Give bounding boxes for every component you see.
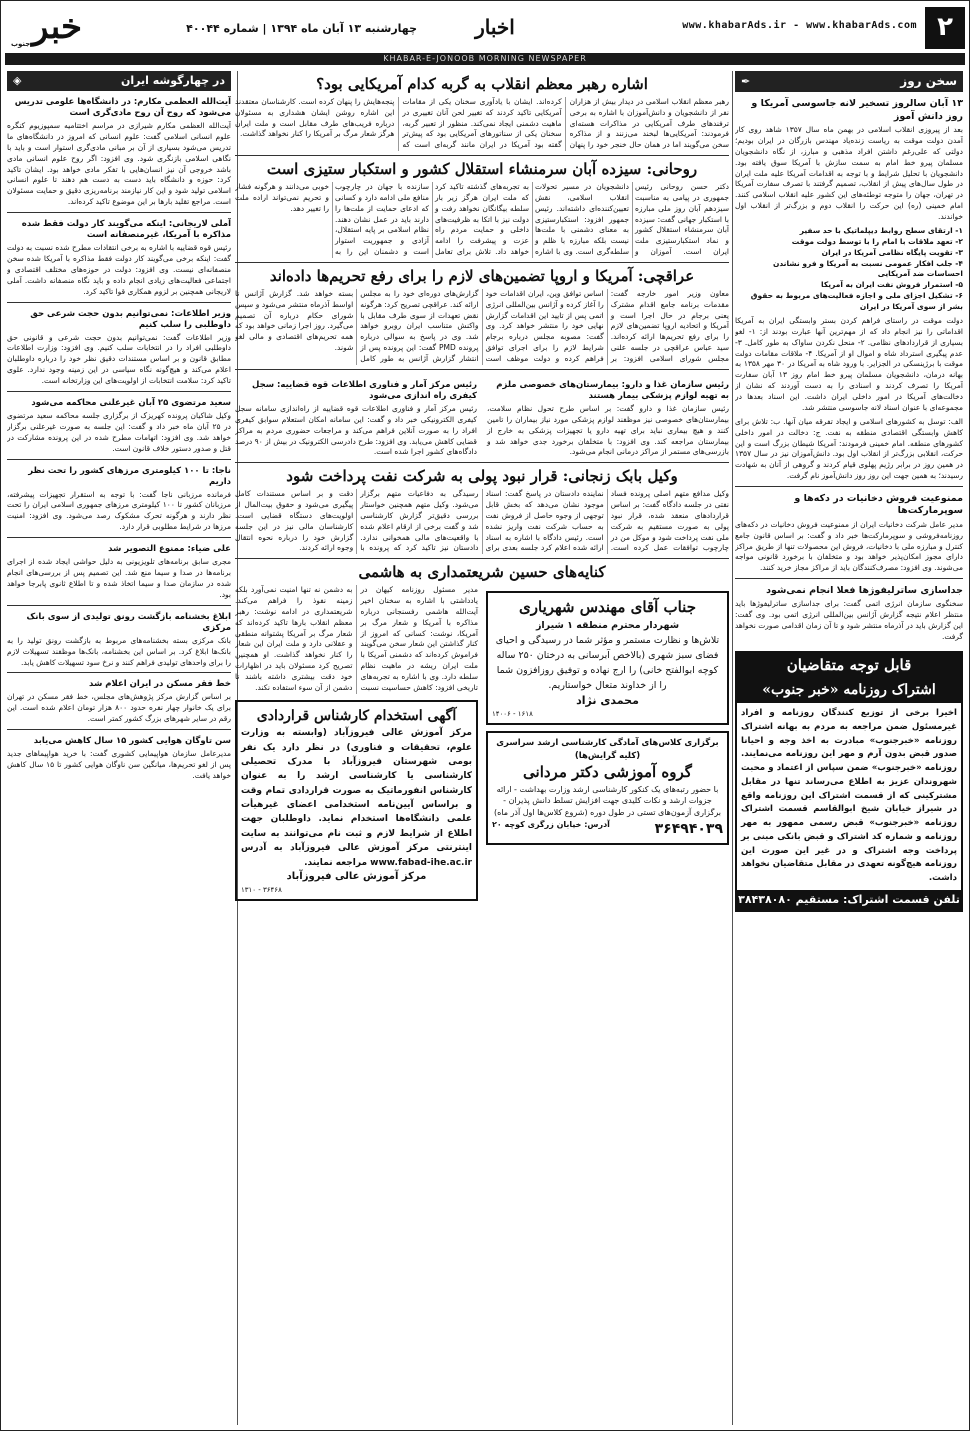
ad-code: ۱۶۱۸ - ۱۴۰۰۶ bbox=[492, 710, 533, 719]
divider bbox=[735, 486, 963, 487]
article-body: فرمانده مرزبانی ناجا گفت: با توجه به استقرار تجهیزات پیشرفته، مرزبانان کشور تا ۱۰۰ کیلومتری مرزهای جمهوری اسلامی ایران را تحت نظر دارند و هرگونه تحرک مشکوک رصد می‌شود. وی افزود: امنیت مرزها در شرایط مطلوبی قرار دارد. bbox=[7, 489, 231, 532]
ad-subtitle: برگزاری کلاس‌های آمادگی کارشناسی ارشد سراسری (کلیه گرایش‌ها) bbox=[496, 738, 719, 761]
hashemi-row bbox=[235, 585, 729, 901]
editorial-paragraph: بعد از پیروزی انقلاب اسلامی در بهمن ماه سال ۱۳۵۷ شاهد روی کار آمدن دولت موقت به ریاست زنده‌یاد مهندس بازرگان در ایران بودیم؛ دولتی که علی‌رغم داشتن افراد مذهبی و مبارز، از نگاه دانشجویان مسلمان پیرو خط امام به سمت سازش با آمریکا سوق یافته بود. دانشجویان با تحلیل شرایط و با توجه به اقدامات آمریکا علیه ملت ایران در طول سال‌های پیش از انقلاب، تصمیم گرفتند با تصرف سفارت آمریکا در تهران، جهان را متوجه توطئه‌های این کشور علیه انقلاب اسلامی کنند. امام خمینی (ره) این حرکت را انقلاب دوم و بزرگ‌تر از انقلاب اول خواندند. bbox=[735, 125, 963, 222]
middle-column bbox=[235, 71, 729, 1425]
ad-title: آگهی استخدام کارشناس قراردادی bbox=[256, 707, 457, 724]
divider bbox=[7, 729, 231, 730]
lead-headline: اشاره رهبر معظم انقلاب به گربه کدام آمریکایی بود؟ bbox=[316, 75, 648, 93]
lead-body: رهبر معظم انقلاب اسلامی در دیدار بیش از هزاران نفر از دانشجویان و دانش‌آموزان با اشاره به برخی ترفندهای طرف آمریکایی در مذاکرات هسته‌ای فرمودند: آمریکایی‌ها لبخند می‌زنند و از مذاکره سخن می‌گویند اما در همان حال خنجر خود را پنهان کرده‌اند. ایشان با یادآوری سخنان یکی از مقامات آمریکایی تاکید کردند که تغییر لحن آنان تغییری در ماهیت دشمنی ایجاد نمی‌کند. منظور از تعبیر گربه، سخنان یکی از سناتورهای آمریکایی بود که پیش‌تر گفته بود آمریکا در ایران مانند گربه‌ای است که پنجه‌هایش را پنهان کرده است. کارشناسان معتقدند این اشاره روشن ایشان هشداری به مسئولان درباره فریب‌های طرف مقابل است و ملت ایران هرگز شعار مرگ بر آمریکا را کنار نخواهد گذاشت. bbox=[235, 96, 729, 150]
hiring-ad bbox=[235, 700, 478, 901]
article-body: مدیرعامل سازمان هواپیمایی کشوری گفت: با خرید هواپیماهای جدید پس از لغو تحریم‌ها، میانگین سن ناوگان هوایی کشور تا ۱۵ سال کاهش خواهد یافت. bbox=[7, 749, 231, 780]
list-item: ۲- تعهد ملاقات با امام را با توسط دولت موقت bbox=[791, 236, 963, 246]
left-column bbox=[7, 71, 231, 1425]
article-body: بانک مرکزی بسته بخشنامه‌های مربوط به بازگشت رونق تولید را به بانک‌ها ابلاغ کرد. بر اساس این بخشنامه، بانک‌ها موظفند تسهیلات لازم را برای واحدهای تولیدی فراهم کنند و نرخ سود تسهیلات کاهش یابد. bbox=[7, 635, 231, 667]
article-body: آیت‌الله العظمی مکارم شیرازی در مراسم اختتامیه سمپوزیوم کنگره علوم انسانی اسلامی گفت: علوم انسانی که امروز در دانشگاه‌های ما تدریس می‌شود بسیاری از آن بر مبانی مادی‌گری استوار است و باید با نگاهی اسلامی بازنگری شود. وی افزود: اگر روح علوم انسانی مادی باشد خروجی آن نیز انسان‌هایی با تفکر مادی خواهد بود. ایشان تاکید کرد: حوزه و دانشگاه باید دست به دست هم دهند تا علوم انسانی اسلامی تولید شود و این کار نیازمند برنامه‌ریزی دقیق و حمایت مسئولان است. مراجع تقلید بارها بر این موضوع تاکید کرده‌اند. bbox=[7, 121, 231, 207]
right-column bbox=[735, 71, 963, 1425]
divider bbox=[7, 391, 231, 392]
zanjani-headline: وکیل بابک زنجانی: قرار نبود پولی به شرکت نفت پرداخت شود bbox=[286, 467, 678, 486]
article-body: بر اساس گزارش مرکز پژوهش‌های مجلس، خط فقر مسکن در تهران برای یک خانوار چهار نفره حدود ۸۰۰ هزار تومان اعلام شده است. این رقم در سایر شهرهای بزرگ کشور کمتر است. bbox=[7, 692, 231, 724]
divider bbox=[235, 369, 729, 370]
article-headline: علی ضیاء: ممنوع التصویر شد bbox=[108, 544, 231, 555]
notice-phone: تلفن قسمت اشتراک: مستقیم ۳۸۴۳۸۰۸۰ bbox=[737, 890, 961, 910]
judiciary-news bbox=[235, 374, 477, 458]
article-body: وزیر اطلاعات گفت: نمی‌توانیم بدون حجت شرعی و قانونی حق داوطلبی افراد را در انتخابات سلب کنیم. وی افزود: وزارت اطلاعات مطابق قانون و بر اساس مستندات دقیق نظر خود را درباره داوطلبان اعلام می‌کند و هیچ‌گونه نگاه سیاسی در این زمینه وجود ندارد. علوی تاکید کرد: سلامت انتخابات از اولویت‌های این وزارتخانه است. bbox=[7, 332, 231, 386]
article-headline: سن تاوگان هوایی کشور ۱۵ سال کاهش می‌یابد bbox=[33, 736, 231, 747]
araghchi-headline: عراقچی: آمریکا و اروپا تضمین‌های لازم را برای رفع تحریم‌ها داده‌اند bbox=[269, 267, 695, 285]
hashemi-headline: کنایه‌های حسین شریعتمداری به هاشمی bbox=[358, 563, 606, 582]
issue-date: چهارشنبه ۱۳ آبان ماه ۱۳۹۴ | شماره ۴۰۰۴۴ bbox=[186, 22, 417, 35]
ad-code: ۳۶۴۶۸ - ۱۳۱۰ bbox=[241, 885, 282, 894]
ad-body: تلاش‌ها و نظارت مستمر و مؤثر شما در رسیدگی و احیای فضای سبز شهری (بالاخص آبرسانی به درختان ۲۵۰ ساله کوچه ابوالفتح خانی) را ارج نهاده و توفیق روزافزون شما را از خداوند متعال خواستاریم. bbox=[495, 634, 720, 692]
rouhani-body: دکتر حسن روحانی رئیس جمهوری در پیامی به مناسبت سیزدهم آبان روز ملی مبارزه با استکبار جهانی گفت: سیزده آبان سرمنشاء استقلال کشور و نماد استکبارستیزی ملت ایران است. آموزان و دانشجویان در مسیر تحولات انقلاب اسلامی، نقش تعیین‌کننده‌ای داشته‌اند. رئیس جمهور افزود: استکبارستیزی به معنای دشمنی با ملت‌ها نیست بلکه مبارزه با ظلم و سلطه‌گری است. وی با اشاره به تجربه‌های گذشته تاکید کرد که ملت ایران هرگز زیر بار سلطه بیگانگان نخواهد رفت و دولت نیز با اتکا به ظرفیت‌های داخلی و حمایت مردم راه عزت و پیشرفت را ادامه خواهد داد. تلاش برای تعامل سازنده با جهان در چارچوب منافع ملی ادامه دارد و کسانی که ادعای حمایت از ملت‌ها را دارند باید در عمل نشان دهند. نظام اسلامی بر پایه استقلال، آزادی و جمهوریت استوار است و دشمنان این را به خوبی می‌دانند و هرگونه فشار و تحریم نمی‌تواند اراده ملت را تغییر دهد. bbox=[235, 181, 729, 257]
article-body: وکیل شاکیان پرونده کهریزک از برگزاری جلسه محاکمه سعید مرتضوی در ۲۵ آبان ماه خبر داد و گفت: این جلسه به صورت غیرعلنی برگزار خواهد شد. وی افزود: اتهامات مطرح شده در این پرونده مشارکت در قتل و صدور دستور خلاف قانون است. bbox=[7, 411, 231, 453]
article-headline: آملی لاریجانی: اینکه می‌گویند کار دولت فقط شده مذاکره با آمریکا، غیرمنصفانه است bbox=[21, 219, 231, 241]
education-ad bbox=[486, 731, 729, 844]
ad-subtitle: شهردار محترم منطقه ۱ شیراز bbox=[535, 619, 680, 631]
health-news bbox=[487, 374, 729, 458]
divider bbox=[735, 578, 963, 579]
editorial-box-head bbox=[735, 71, 963, 92]
divider bbox=[7, 537, 231, 538]
page-number: ۲ bbox=[925, 7, 965, 49]
article-body: رئیس مرکز آمار و فناوری اطلاعات قوه قضاییه از راه‌اندازی سامانه سجل کیفری الکترونیکی خبر داد و گفت: این سامانه امکان استعلام سوابق کیفری افراد را به صورت آنلاین فراهم می‌کند و مراجعات حضوری مردم به مراکز قضایی کاهش می‌یابد. وی افزود: طرح دادرسی الکترونیک در بیش از ۹۰ درصد دادگاه‌های کشور اجرا شده است. bbox=[235, 403, 477, 457]
divider bbox=[7, 302, 231, 303]
article-headline: آیت‌الله العظمی مکارم: در دانشگاه‌ها علومی تدریس می‌شود که روح آن روح مادی‌گری است bbox=[14, 96, 231, 118]
divider bbox=[235, 462, 729, 463]
ad-body: مرکز آموزش عالی فیروزآباد (وابسته به وزارت علوم، تحقیقات و فناوری) در نظر دارد یک نفر بومی شهرستان فیروزآباد با مدرک تحصیلی کارشناسی یا کارشناسی ارشد را به عنوان کارشناس انفورماتیک به صورت قراردادی تمام وقت و براساس آیین‌نامه استخدامی اعضای غیرهیأت علمی دانشگاه‌ها استخدام نماید. داوطلبان جهت اطلاع از شرایط لازم و ثبت نام می‌توانند به سایت اینترنتی مرکز آموزش عالی فیروزآباد به آدرس www.fabad-ihe.ac.ir مراجعه نمایند. bbox=[241, 728, 472, 868]
article-body: رئیس سازمان غذا و دارو گفت: بر اساس طرح تحول نظام سلامت، بیمارستان‌های خصوصی نیز موظفند لوازم پزشکی مورد نیاز بیماران را تامین کنند و هیچ بیماری نباید برای تهیه دارو یا تجهیزات پزشکی به خارج از بیمارستان مراجعه کند. وی افزود: با متخلفان برخورد جدی خواهد شد و بازرسی‌های مستمر از مراکز درمانی انجام می‌شود. bbox=[487, 403, 729, 457]
logo-text: خبر bbox=[31, 7, 83, 47]
provinces-box-head bbox=[7, 71, 231, 91]
notice-subtitle: اشتراک روزنامه «خبر جنوب» bbox=[737, 679, 961, 703]
header-ribbon: KHABAR-E-JONOOB MORNING NEWSPAPER bbox=[5, 53, 965, 65]
pen-icon: ✒ bbox=[741, 74, 751, 88]
article-headline: ابلاغ بخشنامه بازگشت رونق تولیدی از سوی بانک مرکزی bbox=[26, 611, 231, 633]
provinces-title: در چهارگوشه ایران bbox=[121, 74, 225, 87]
ads-stack bbox=[486, 585, 729, 901]
notice-title: قابل توجه متقاضیان bbox=[737, 653, 961, 679]
editorial-headline: ۱۳ آبان سالروز تسخیر لانه جاسوسی آمریکا و روز دانش آموز bbox=[751, 98, 963, 122]
logo-subtitle: جنوب bbox=[11, 39, 31, 48]
ad-title: جناب آقای مهندس شهریاری bbox=[519, 598, 696, 617]
rouhani-headline: روحانی: سیزده آبان سرمنشاء استقلال کشور و استکبار ستیزی است bbox=[266, 160, 698, 179]
zanjani-body: وکیل مدافع متهم اصلی پرونده فساد نفتی در جلسه دادگاه گفت: بر اساس قراردادهای منعقد شده، قرار نبود پولی به صورت مستقیم به شرکت ملی نفت پرداخت شود و موکل من در چارچوب توافقات عمل کرده است. نماینده دادستان در پاسخ گفت: اسناد موجود نشان می‌دهد که بخش قابل توجهی از وجوه حاصل از فروش نفت به حساب شرکت نفت واریز نشده است. رئیس دادگاه با اشاره به اسناد ارائه شده اعلام کرد جلسه بعدی برای رسیدگی به دفاعیات متهم برگزار می‌شود. وکیل متهم همچنین خواستار بررسی دقیق‌تر گزارش کارشناسی شد و گفت برخی از ارقام اعلام شده با واقعیت‌های مالی همخوانی ندارد. دادستان نیز تاکید کرد که پرونده با دقت و بر اساس مستندات کامل پیگیری می‌شود و حقوق بیت‌المال از اولویت‌های دستگاه قضایی است. کارشناسان مالی نیز در این جلسه گزارش خود را درباره نحوه انتقال وجوه ارائه کردند. bbox=[235, 489, 729, 553]
list-item: ۴- جلب افکار عمومی نسبت به آمریکا و فرو نشاندن احساسات ضد آمریکایی bbox=[772, 258, 963, 279]
list-item: ۱- ارتقای سطح روابط دیپلماتیک با حد سفیر bbox=[799, 225, 963, 235]
list-item: ۶- تشکیل اجزای ملی و اجازه فعالیت‌های مربوط به حقوق بشر از سوی آمریکا در ایران bbox=[750, 291, 963, 312]
divider bbox=[7, 212, 231, 213]
editorial-list bbox=[735, 226, 963, 313]
divider bbox=[235, 262, 729, 263]
hashemi-column bbox=[235, 585, 478, 901]
article-headline: ممنوعیت فروش دخانیات در دکه‌ها و سوپرمارکت‌ها bbox=[794, 493, 963, 517]
newspaper-logo bbox=[9, 7, 105, 49]
article-body: مدیر عامل شرکت دخانیات ایران از ممنوعیت فروش دخانیات در دکه‌های روزنامه‌فروشی و سوپرمارکت‌ها خبر داد و گفت: بر اساس قانون جامع کنترل و مبارزه ملی با دخانیات، فروش این محصولات تنها از طریق مراکز دارای مجوز امکان‌پذیر خواهد بود و متخلفان با برخورد قانونی مواجه می‌شوند. وی افزود: مصرف‌کنندگان باید از مراکز مجاز خرید کنند. bbox=[735, 519, 963, 573]
ad-title: گروه آموزشی دکتر مردانی bbox=[523, 763, 692, 782]
site-urls: www.khabarAds.ir - www.khabarAds.com bbox=[682, 20, 917, 31]
article-headline: خط فقر مسکن در ایران اعلام شد bbox=[89, 679, 231, 690]
ad-signature: مرکز آموزش عالی فیروزآباد bbox=[286, 871, 427, 883]
article-headline: رئیس سازمان غذا و دارو: بیمارستان‌های خصوصی ملزم به تهیه لوازم پزشکی بیمار هستند bbox=[496, 379, 729, 401]
article-headline: جداسازی ساترلیفوژها فعلا انجام نمی‌شود bbox=[766, 585, 963, 597]
notice-body: اخیرا برخی از توزیع کنندگان روزنامه و افراد غیرمسئول ضمن مراجعه به مردم به بهانه اشتراک روزنامه «خبرجنوب» مبادرت به اخذ وجه و احیانا صدور قبض بدون آرم و مهر این روزنامه می‌نمایند. روزنامه «خبرجنوب» ضمن سپاس از اعتماد و محبت شهروندان عزیز به اطلاع می‌رساند تنها در مقابل مشترکینی که از قسمت اشتراک این روزنامه واقع در شیراز خیابان شیخ ابوالقاسم قسمت اشتراک روزنامه «خبرجنوب» قبض رسمی ممهور به مهر روزنامه و شماره کد اشتراک و قبض بانکی مبنی بر پرداخت وجه اشتراک و در غیر این صورت این روزنامه هیچ‌گونه تعهدی در مقابل متقاضیان نخواهد داشت. bbox=[741, 708, 957, 884]
divider bbox=[235, 155, 729, 156]
article-body: مدیر مسئول روزنامه کیهان در یادداشتی با اشاره به سخنان اخیر آیت‌الله هاشمی رفسنجانی درباره مذاکره با آمریکا و شعار مرگ بر آمریکا، نوشت: کسانی که امروز از کنار گذاشتن این شعار سخن می‌گویند فراموش کرده‌اند که دشمنی آمریکا با ملت ایران ریشه در ماهیت نظام سلطه دارد. وی با اشاره به تجربه‌های تاریخی افزود: کاهش حساسیت نسبت به دشمن نه تنها امنیت نمی‌آورد بلکه زمینه نفوذ را فراهم می‌کند. شریعتمداری در ادامه نوشت: رهبر معظم انقلاب بارها تاکید کرده‌اند که شعار مرگ بر آمریکا پشتوانه منطقی و عقلانی دارد و ملت ایران این شعار را کنار نخواهد گذاشت. او همچنین تصریح کرد مسئولان باید در اظهارات خود دقت بیشتری داشته باشند تا دشمن از آن سوء استفاده نکند. bbox=[235, 585, 478, 692]
editorial-title: سخن روز bbox=[900, 74, 957, 88]
ad-phone: ۳۶۴۹۴۰۳۹ bbox=[654, 820, 723, 837]
subscription-notice bbox=[735, 651, 963, 912]
divider bbox=[7, 672, 231, 673]
ad-address: آدرس: خیابان زرگری کوچه ۲۰ bbox=[492, 819, 610, 829]
ad-contact bbox=[492, 819, 723, 839]
congratulation-ad bbox=[486, 591, 729, 725]
article-headline: رئیس مرکز آمار و فناوری اطلاعات قوه قضاییه: سجل کیفری راه اندازی می‌شود bbox=[251, 379, 477, 401]
article-headline: سعید مرتضوی ۲۵ آبان غیرعلنی محاکمه می‌شود bbox=[31, 397, 231, 408]
divider bbox=[235, 558, 729, 559]
divider bbox=[7, 605, 231, 606]
list-item: ۳- تقویت پایگاه نظامی آمریکا در ایران bbox=[821, 247, 963, 257]
article-headline: ناجا: تا ۱۰۰ کیلومتری مرزهای کشور را تحت نظر داریم bbox=[28, 465, 231, 487]
article-body: رئیس قوه قضاییه با اشاره به برخی انتقادات مطرح شده نسبت به دولت گفت: اینکه برخی می‌گویند کار دولت فقط مذاکره با آمریکا شده سخن منصفانه‌ای نیست. وی افزود: دولت در حوزه‌های مختلف اقتصادی و اجتماعی فعالیت‌های زیادی انجام داده و باید نگاه منصفانه داشت. آملی لاریجانی همچنین بر لزوم همکاری قوا تاکید کرد. bbox=[7, 243, 231, 296]
page-header bbox=[5, 7, 965, 49]
editorial-paragraph: دولت موقت در راستای فراهم کردن بستر وابستگی ایران به آمریکا اقداماتی را نیز انجام داد که از مهم‌ترین آنها عبارت بودند از: ۱- لغو بسیاری از قراردادهای نظامی. ۲- منحل نکردن ساواک به طور کامل. ۳- عدم پیگیری استرداد شاه و اموال او از آمریکا. ۴- ملاقات مقامات دولت موقت با برژینسکی در الجزایر. با ورود شاه به آمریکا در ۳۰ مهر ۱۳۵۸ به بهانه درمان، دانشجویان مسلمان پیرو خط امام روز ۱۳ آبان سفارت آمریکا را تصرف کردند و اسنادی را به دست آوردند که نشان از دخالت‌های آمریکا در امور داخلی ایران داشت. این اسناد بعدها در مجموعه‌ای با عنوان اسناد لانه جاسوسی منتشر شد. bbox=[735, 315, 963, 412]
editorial-paragraph: الف: توسل به کشورهای اسلامی و ایجاد تفرقه میان آنها. ب: تلاش برای کاهش وابستگی اقتصادی منطقه به نفت. ج: دخالت در امور داخلی کشورهای منطقه. امام خمینی فرمودند: آمریکا شیطان بزرگ است و این حرکت، انقلابی بزرگ‌تر از انقلاب اول بود. دانش‌آموزان نیز در سال ۱۳۵۷ در همین روز در برابر رژیم پهلوی قیام کردند و گروهی از آنان به شهادت رسیدند؛ به همین جهت این روز روز دانش‌آموز نام گرفت. bbox=[735, 416, 963, 481]
article-headline: وزیر اطلاعات: نمی‌توانیم بدون حجت شرعی حق داوطلبی را سلب کنیم bbox=[30, 308, 231, 330]
divider bbox=[7, 459, 231, 460]
article-body: سخنگوی سازمان انرژی اتمی گفت: برای جداسازی ساترلیفوژها باید منتظر اعلام نتیجه گزارش آژانس بین‌المللی انرژی اتمی بود. وی گفت: این گزارش باید در آذرماه منتشر شود و تا آن زمان اقدامی صورت نخواهد گرفت. bbox=[735, 599, 963, 642]
ad-body: با حضور رتبه‌های یک کنکور کارشناسی ارشد وزارت بهداشت - ارائه جزوات ارشد و نکات کلیدی جهت افزایش تسلط دانش پذیران - برگزاری آزمون‌های تستی در طول دوره (شروع کلاس‌ها اول آذر ماه) bbox=[493, 784, 722, 817]
map-icon: ◈ bbox=[13, 74, 22, 87]
list-item: ۵- استمرار فروش نفت ایران به آمریکا bbox=[821, 280, 963, 290]
ad-signature: محمدی نژاد bbox=[576, 694, 639, 708]
article-body: مجری سابق برنامه‌های تلویزیونی به دلیل حواشی ایجاد شده از اجرای برنامه‌ها در صدا و سیما منع شد. این تصمیم پس از بررسی‌های انجام شده در سازمان صدا و سیما اتخاذ شده و تا اطلاع ثانوی پابرجا خواهد بود. bbox=[7, 557, 231, 599]
araghchi-body: معاون وزیر امور خارجه گفت: مقدمات برنامه جامع اقدام مشترک یعنی برجام در حال اجرا است و آمریکا و اتحادیه اروپا تضمین‌های لازم را برای رفع تحریم‌ها ارائه کرده‌اند. سید عباس عراقچی در جلسه علنی مجلس شورای اسلامی افزود: بر اساس توافق وین، ایران اقدامات خود را آغاز کرده و آژانس بین‌المللی انرژی اتمی پس از تایید این اقدامات گزارش نهایی خود را منتشر خواهد کرد. وی گفت: مصوبه مجلس درباره برجام شرایط لازم را برای اجرای توافق فراهم کرده و دولت موظف است گزارش‌های دوره‌ای خود را به مجلس ارائه کند. عراقچی تصریح کرد: هرگونه نقض تعهدات از سوی طرف مقابل با واکنش متناسب ایران روبرو خواهد شد. وی در پاسخ به سوالی درباره پرونده PMD گفت: این پرونده پس از انتشار گزارش آژانس به طور کامل بسته خواهد شد. گزارش آژانس تا اواسط آذرماه منتشر می‌شود و سپس شورای حکام درباره آن تصمیم می‌گیرد. روز اجرا زمانی خواهد بود که همه تحریم‌های اقتصادی و مالی لغو شوند. bbox=[235, 288, 729, 363]
section-name: اخبار bbox=[475, 15, 515, 39]
news-row bbox=[235, 374, 729, 458]
column-divider bbox=[732, 71, 733, 1425]
